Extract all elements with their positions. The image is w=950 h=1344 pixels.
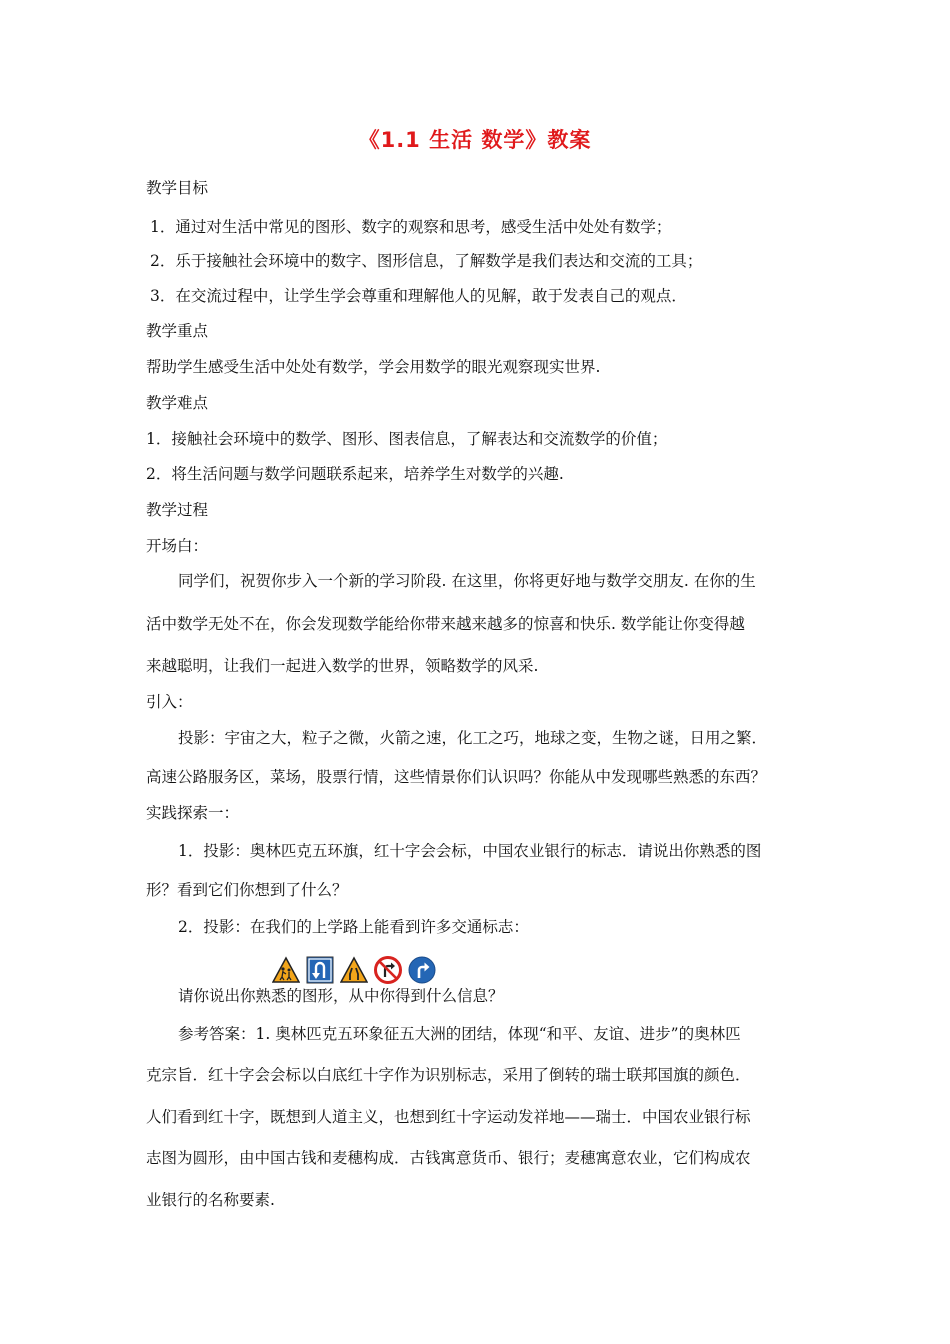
traffic-signs-row <box>272 956 436 984</box>
opening-label: 开场白： <box>146 537 209 555</box>
answer-line: 克宗旨．红十字会会标以白底红十字作为识别标志，采用了倒转的瑞士联邦国旗的颜色． <box>146 1066 751 1084</box>
intro-label: 引入： <box>146 693 193 711</box>
narrow-road-warning-sign-icon <box>340 956 368 984</box>
goal-item: 2．乐于接触社会环境中的数字、图形信息，了解数学是我们表达和交流的工具； <box>150 252 703 270</box>
no-right-turn-sign-icon <box>374 956 402 984</box>
answer-line: 参考答案：1. 奥林匹克五环象征五大洲的团结，体现“和平、友谊、进步”的奥林匹 <box>178 1025 741 1043</box>
practice2-line: 2．投影：在我们的上学路上能看到许多交通标志： <box>178 918 529 936</box>
goal-item: 3．在交流过程中，让学生学会尊重和理解他人的见解，敢于发表自己的观点． <box>150 287 687 305</box>
opening-line: 活中数学无处不在，你会发现数学能给你带来越来越多的惊喜和快乐. 数学能让你变得越 <box>146 615 745 633</box>
intro-line: 高速公路服务区，菜场，股票行情，这些情景你们认识吗？你能从中发现哪些熟悉的东西？ <box>146 768 767 786</box>
practice-label: 实践探索一： <box>146 804 240 822</box>
answer-line: 志图为圆形，由中国古钱和麦穗构成．古钱寓意货币、银行；麦穗寓意农业，它们构成农 <box>146 1149 751 1167</box>
document-title: 《1.1 生活 数学》教案 <box>358 128 592 152</box>
turn-right-sign-icon <box>408 956 436 984</box>
answer-line: 业银行的名称要素. <box>146 1191 275 1209</box>
practice1-line: 形？看到它们你想到了什么？ <box>146 881 348 899</box>
u-turn-sign-icon <box>306 956 334 984</box>
difficulty-item: 2．将生活问题与数学问题联系起来，培养学生对数学的兴趣. <box>146 465 564 483</box>
key-text: 帮助学生感受生活中处处有数学，学会用数学的眼光观察现实世界. <box>146 358 601 376</box>
practice1-line: 1．投影：奥林匹克五环旗，红十字会会标，中国农业银行的标志．请说出你熟悉的图 <box>178 842 762 860</box>
key-heading: 教学重点 <box>146 322 209 340</box>
answer-line: 人们看到红十字，既想到人道主义，也想到红十字运动发祥地——瑞士．中国农业银行标 <box>146 1108 751 1126</box>
question-line: 请你说出你熟悉的图形，从中你得到什么信息？ <box>178 987 504 1005</box>
opening-line: 同学们，祝贺你步入一个新的学习阶段. 在这里，你将更好地与数学交朋友. 在你的生 <box>178 572 756 590</box>
difficulty-heading: 教学难点 <box>146 394 209 412</box>
intro-line: 投影：宇宙之大，粒子之微，火箭之速，化工之巧，地球之变，生物之谜，日用之繁． <box>178 729 768 747</box>
difficulty-item: 1．接触社会环境中的数学、图形、图表信息，了解表达和交流数学的价值； <box>146 430 668 448</box>
process-heading: 教学过程 <box>146 501 209 519</box>
goals-heading: 教学目标 <box>146 179 209 197</box>
goal-item: 1．通过对生活中常见的图形、数字的观察和思考，感受生活中处处有数学； <box>150 218 672 236</box>
pedestrian-warning-sign-icon <box>272 956 300 984</box>
opening-line: 来越聪明，让我们一起进入数学的世界，领略数学的风采. <box>146 657 539 675</box>
